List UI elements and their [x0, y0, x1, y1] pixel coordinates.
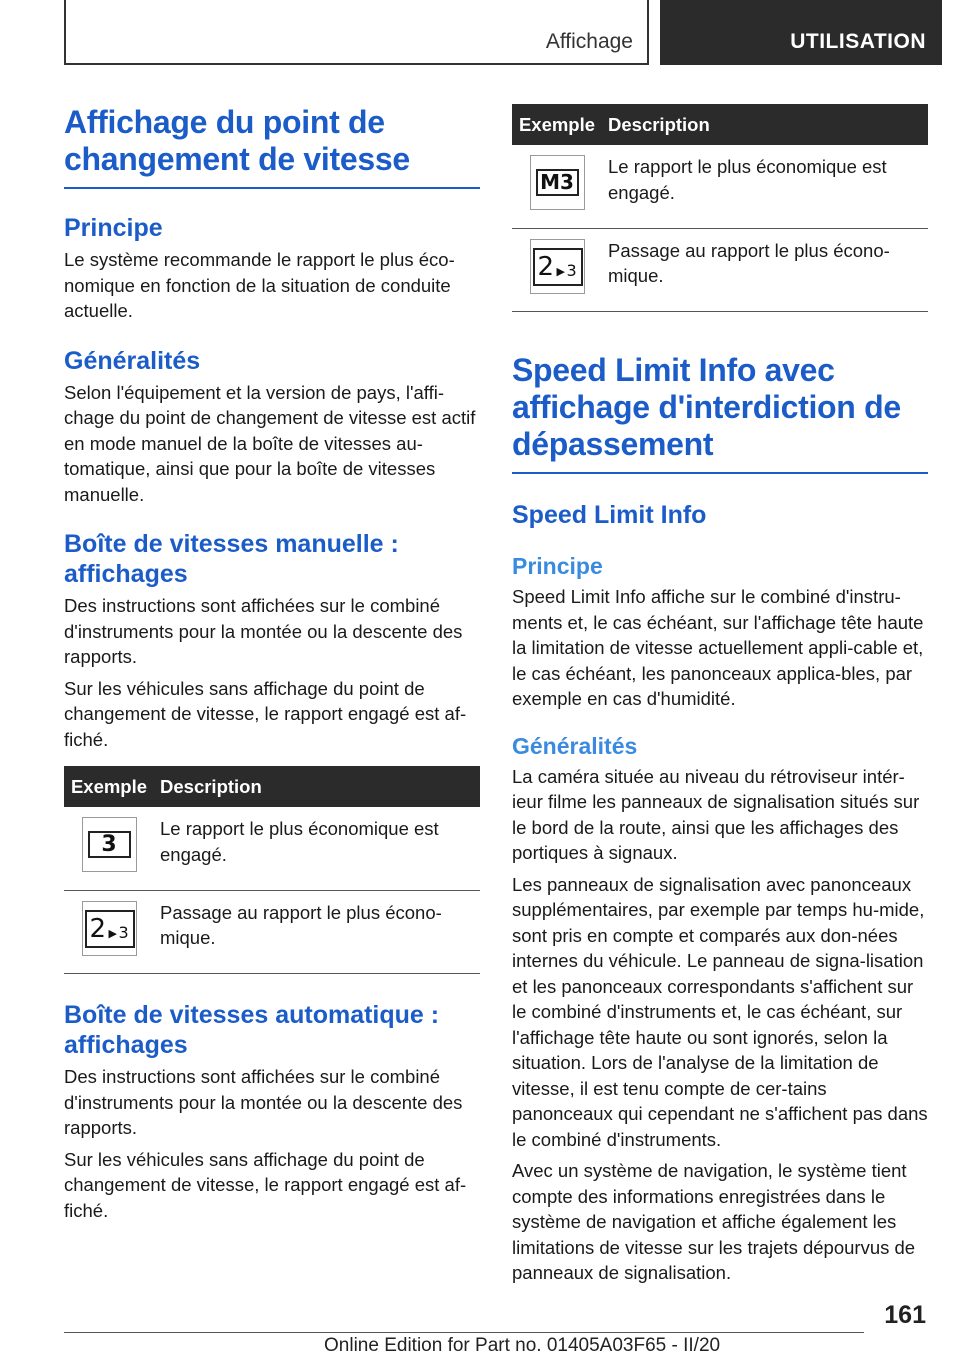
heading-manual-gearbox: Boîte de vitesses manuelle : affichages: [64, 530, 399, 588]
header-section-box: [64, 0, 649, 65]
heading-automatic-gearbox: Boîte de vitesses automatique : affichages: [64, 1001, 440, 1059]
gear-to: 3: [118, 922, 129, 942]
shift-arrow-icon: ▶: [108, 927, 117, 940]
table-row: [512, 228, 928, 312]
table-header-example: Exemple: [512, 104, 602, 145]
paragraph-sli-gen-3: Avec un système de navigation, le système tient compte des informations enregistrées dans le système de navigation et affiche également les limitations de vitesse sur les trajets dépourvus de panneaux de signalisation.: [512, 1160, 916, 1283]
gear-shift-2-3-icon: [82, 901, 137, 956]
heading-generalites: Généralités: [64, 346, 201, 375]
paragraph-auto-2: Sur les véhicules sans affichage du point de changement de vitesse, le rapport engagé est af-fiché.: [64, 1148, 467, 1221]
gear-from: 2: [537, 251, 555, 282]
paragraph-generalites: Selon l'équipement et la version de pays, l'affi-chage du point de changement de vitesse est actif en mode manuel de la boîte de vitesses au-tomatique, ainsi que pour la boîte de vitesses manuelle.: [64, 381, 476, 505]
heading-sli: Speed Limit Info: [512, 501, 707, 529]
paragraph-sli-principe: Speed Limit Info affiche sur le combiné d'instru-ments et, le cas échéant, sur l'affichage tête haute la limitation de vitesse actuellement appli-cable et, le cas échéant, les panonceaux applica-bles, par exemple en cas d'humidité.: [512, 586, 924, 709]
paragraph-sli-gen-2: Les panneaux de signalisation avec panonceaux supplémentaires, par exemple par temps hu-mide, sont pris en compte et comparés aux don-nées internes du véhicule. Le panneau de signa-lisation et les panonceaux correspondants s'affichent sur le combiné d'instruments et, le cas échéant, sur l'affichage tête haute ou sont ignorés, selon la situation. Lors de l'analyse de la limitation de vitesse, il est tenu compte de cer-tains panonceaux qui cependant ne s'affichent pas dans le combiné d'instruments.: [512, 873, 928, 1150]
heading-principe: Principe: [64, 214, 163, 242]
table-cell-description: Passage au rapport le plus écono-mique.: [160, 901, 442, 948]
table-cell-description: Le rapport le plus économique est engagé.: [608, 156, 887, 203]
manual-gear-table: [64, 766, 480, 974]
heading-speed-limit-info: Speed Limit Info avec affichage d'interdiction de dépassement: [512, 352, 901, 462]
paragraph-principe: Le système recommande le rapport le plus éco-nomique en fonction de la situation de conduite actuelle.: [64, 249, 455, 321]
gear-to: 3: [566, 260, 577, 280]
table-header-example: Exemple: [64, 766, 154, 807]
table-header-description: Description: [602, 104, 928, 145]
table-row: [512, 145, 928, 228]
right-column: [512, 104, 928, 1286]
gear-m3-icon: [530, 155, 585, 210]
heading-principe: Principe: [512, 553, 603, 579]
footer-edition: Online Edition for Part no. 01405A03F65 - II/20: [324, 1335, 721, 1356]
left-column: [64, 104, 480, 1223]
gear-3-icon: [82, 817, 137, 872]
header-chapter-box: [660, 0, 942, 65]
shift-arrow-icon: ▶: [556, 265, 565, 278]
table-row: [64, 890, 480, 974]
paragraph-auto-1: Des instructions sont affichées sur le combiné d'instruments pour la montée ou la descente des rapports.: [64, 1066, 463, 1138]
table-header-description: Description: [154, 766, 480, 807]
paragraph-manual-2: Sur les véhicules sans affichage du point de changement de vitesse, le rapport engagé est af-fiché.: [64, 677, 467, 750]
heading-rule: [512, 472, 928, 474]
gear-shift-2-3-icon: [530, 239, 585, 294]
auto-gear-table: [512, 104, 928, 312]
gear-from: 2: [89, 913, 107, 944]
table-cell-description: Le rapport le plus économique est engagé.: [160, 818, 439, 865]
heading-generalites: Généralités: [512, 732, 638, 759]
header-chapter-title: UTILISATION: [790, 30, 926, 53]
heading-rule: [64, 187, 480, 189]
paragraph-sli-gen-1: La caméra située au niveau du rétroviseur intér-ieur filme les panneaux de signalisation situés sur le bord de la route, ainsi que les affichages des portiques à signaux.: [512, 765, 920, 863]
gear-label: M3: [536, 169, 579, 196]
table-row: [64, 807, 480, 890]
page-number: 161: [884, 1301, 926, 1329]
gear-label: 3: [88, 831, 131, 858]
heading-shift-point: Affichage du point de changement de vitesse: [64, 104, 410, 177]
paragraph-manual-1: Des instructions sont affichées sur le combiné d'instruments pour la montée ou la descente des rapports.: [64, 595, 463, 667]
table-cell-description: Passage au rapport le plus écono-mique.: [608, 239, 890, 286]
footer-rule: [64, 1332, 864, 1333]
header-section-title: Affichage: [545, 30, 633, 53]
